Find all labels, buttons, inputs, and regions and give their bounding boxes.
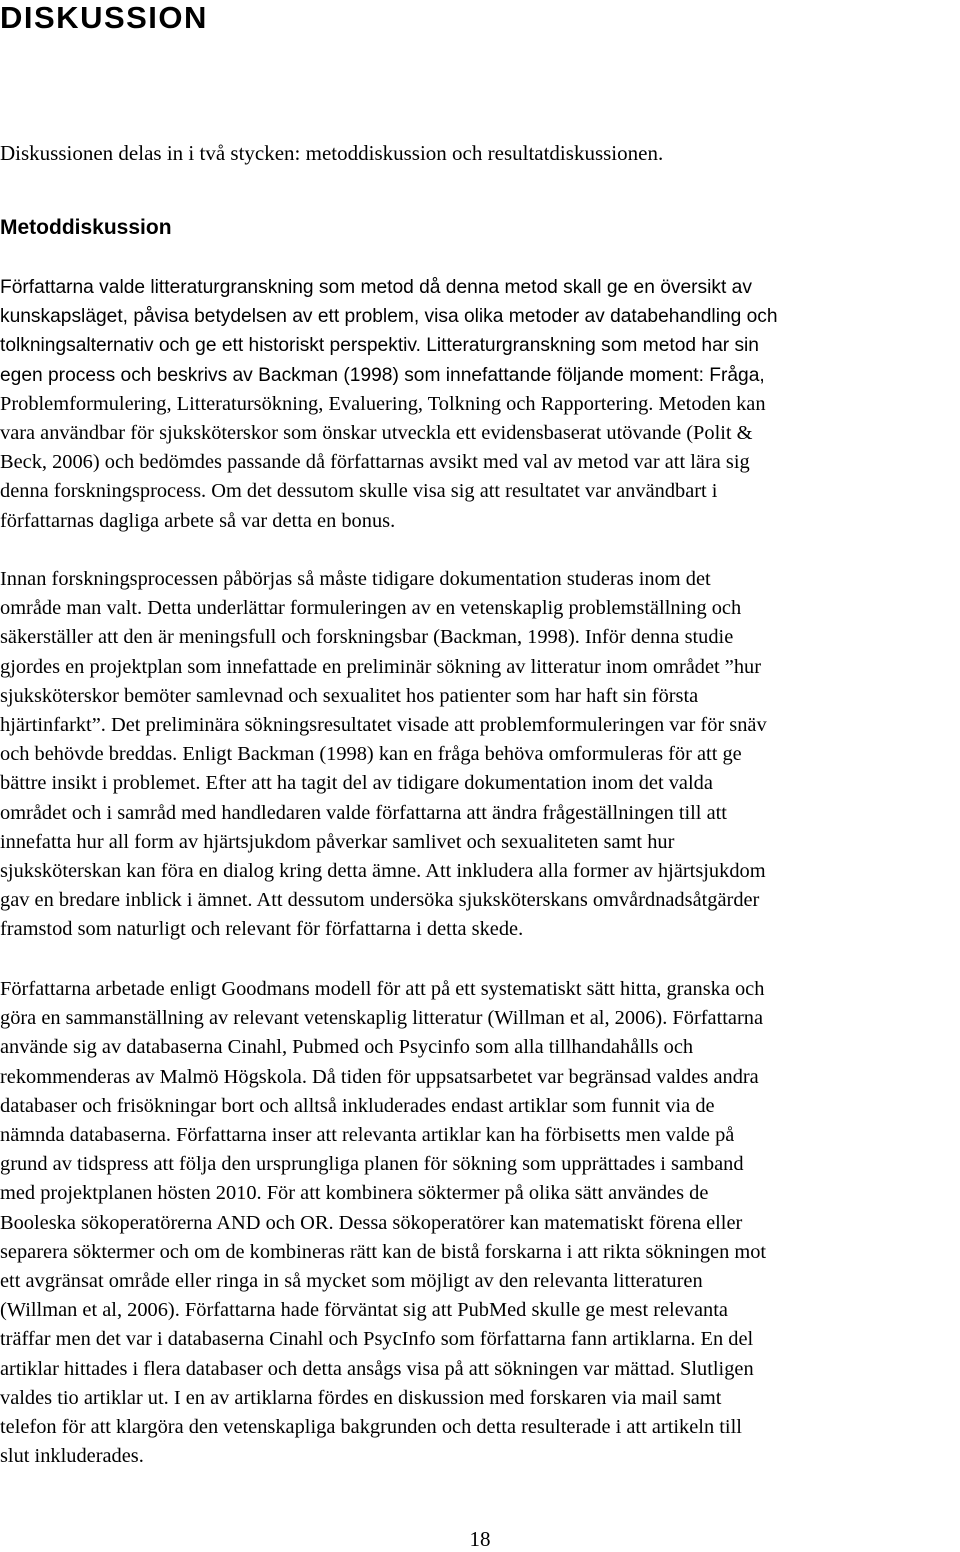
paragraph-line: (Willman et al, 2006). Författarna hade förväntat sig att PubMed skulle ge mest relevanta [0, 1299, 728, 1322]
paragraph-line: träffar men det var i databaserna Cinahl och PsycInfo som författarna fann artiklarna. En del [0, 1328, 754, 1351]
paragraph-line: säkerställer att den är meningsfull och forskningsbar (Backman, 1998). Inför denna studie [0, 626, 734, 649]
paragraph-line: rekommenderas av Malmö Högskola. Då tiden för uppsatsarbetet var begränsad valdes andra [0, 1065, 759, 1088]
paragraph-line: Beck, 2006) och bedömdes passande då författarnas avsikt med val av metod var att lära sig [0, 451, 750, 474]
paragraph-line: egen process och beskrivs av Backman (1998) som innefattande följande moment: Fråga, [0, 364, 765, 386]
paragraph-line: artiklar hittades i flera databaser och detta ansågs visa på att sökningen var mättad. Slutligen [0, 1357, 754, 1380]
paragraph-line: med projektplanen hösten 2010. För att kombinera söktermer på olika sätt användes de [0, 1182, 709, 1205]
paragraph-line-part: tolkningsalternativ och ge ett historiskt perspektiv. [0, 335, 421, 357]
paragraph-line: gjordes en projektplan som innefattade en preliminär sökning av litteratur inom området ”hur [0, 655, 762, 678]
paragraph-line: grund av tidspress att följa den ursprungliga planen för sökning som upprättades i samband [0, 1153, 744, 1176]
paragraph-line: databaser och frisökningar bort och alltså inkluderades endast artiklar som funnit via de [0, 1094, 715, 1117]
paragraph-line: bättre insikt i problemet. Efter att ha tagit del av tidigare dokumentation inom det valda [0, 772, 713, 795]
paragraph-research-process [0, 565, 958, 945]
paragraph-line: denna forskningsprocess. Om det dessutom skulle visa sig att resultatet var användbart i [0, 480, 718, 503]
paragraph-search-method [0, 975, 958, 1471]
paragraph-line: Booleska sökoperatörerna AND och OR. Dessa sökoperatörer kan matematiskt förena eller [0, 1211, 743, 1234]
paragraph-line: nämnda databaserna. Författarna inser att relevanta artiklar kan ha förbisetts men valde på [0, 1124, 735, 1147]
paragraph-line: gav en bredare inblick i ämnet. Att dessutom undersöka sjuksköterskans omvårdnadsåtgärder [0, 889, 760, 912]
paragraph-line: slut inkluderades. [0, 1445, 144, 1468]
paragraph-line: telefon för att klargöra den vetenskapliga bakgrunden och detta resulterade i att artikeln till [0, 1416, 742, 1439]
paragraph-line-part: Litteraturgranskning som metod har sin [420, 335, 759, 357]
paragraph-line: området och i samråd med handledaren valde författarna att ändra frågeställningen till att [0, 801, 727, 824]
section-heading: Metoddiskussion [0, 216, 172, 239]
page-number: 18 [469, 1527, 491, 1551]
paragraph-line: författarnas dagliga arbete så var detta en bonus. [0, 509, 396, 532]
paragraph-line: innefatta hur all form av hjärtsjukdom påverkar samlivet och sexualiteten samt hur [0, 830, 675, 853]
paragraph-line: område man valt. Detta underlättar formuleringen av en vetenskaplig problemställning och [0, 597, 742, 620]
paragraph-line: och behövde breddas. Enligt Backman (1998) kan en fråga behöva omformuleras för att ge [0, 743, 742, 766]
paragraph-line: göra en sammanställning av relevant vetenskaplig litteratur (Willman et al, 2006). Författarna [0, 1007, 764, 1030]
paragraph-line: separera söktermer och om de kombineras rätt kan de bistå forskarna i att rikta sökningen mot [0, 1240, 767, 1263]
paragraph-line: Författarna valde litteraturgranskning som metod då denna metod skall ge en översikt av [0, 277, 752, 298]
intro-text: Diskussionen delas in i två stycken: metoddiskussion och resultatdiskussionen. [0, 141, 664, 165]
paragraph-line: kunskapsläget, påvisa betydelsen av ett problem, visa olika metoder av databehandling och [0, 306, 778, 328]
page-title: DISKUSSION [0, 0, 208, 35]
paragraph-line: Författarna arbetade enligt Goodmans modell för att på ett systematiskt sätt hitta, granska och [0, 978, 765, 1000]
paragraph-line: ett avgränsat område eller ringa in så mycket som möjligt av den relevanta litteraturen [0, 1270, 703, 1293]
paragraph-line [0, 331, 958, 360]
paragraph-method-choice [0, 273, 958, 536]
paragraph-line: hjärtinfarkt”. Det preliminära sökningsresultatet visade att problemformuleringen var för snäv [0, 714, 767, 737]
paragraph-line: sjuksköterskor bemöter samlevnad och sexualitet hos patienter som har haft sin första [0, 684, 699, 707]
paragraph-line: använde sig av databaserna Cinahl, Pubmed och Psycinfo som alla tillhandahålls och [0, 1036, 694, 1059]
paragraph-line: Problemformulering, Litteratursökning, Evaluering, Tolkning och Rapportering. Metoden kan [0, 392, 766, 415]
paragraph-line: framstod som naturligt och relevant för författarna i detta skede. [0, 918, 524, 941]
paragraph-line: sjuksköterskan kan föra en dialog kring detta ämne. Att inkludera alla former av hjärtsjukdom [0, 860, 766, 883]
paragraph-line: Innan forskningsprocessen påbörjas så måste tidigare dokumentation studeras inom det [0, 568, 711, 590]
paragraph-line: vara användbar för sjuksköterskor som önskar utveckla ett evidensbaserat utövande (Polit & [0, 422, 753, 445]
paragraph-line: valdes tio artiklar ut. I en av artiklarna fördes en diskussion med forskaren via mail samt [0, 1386, 722, 1409]
